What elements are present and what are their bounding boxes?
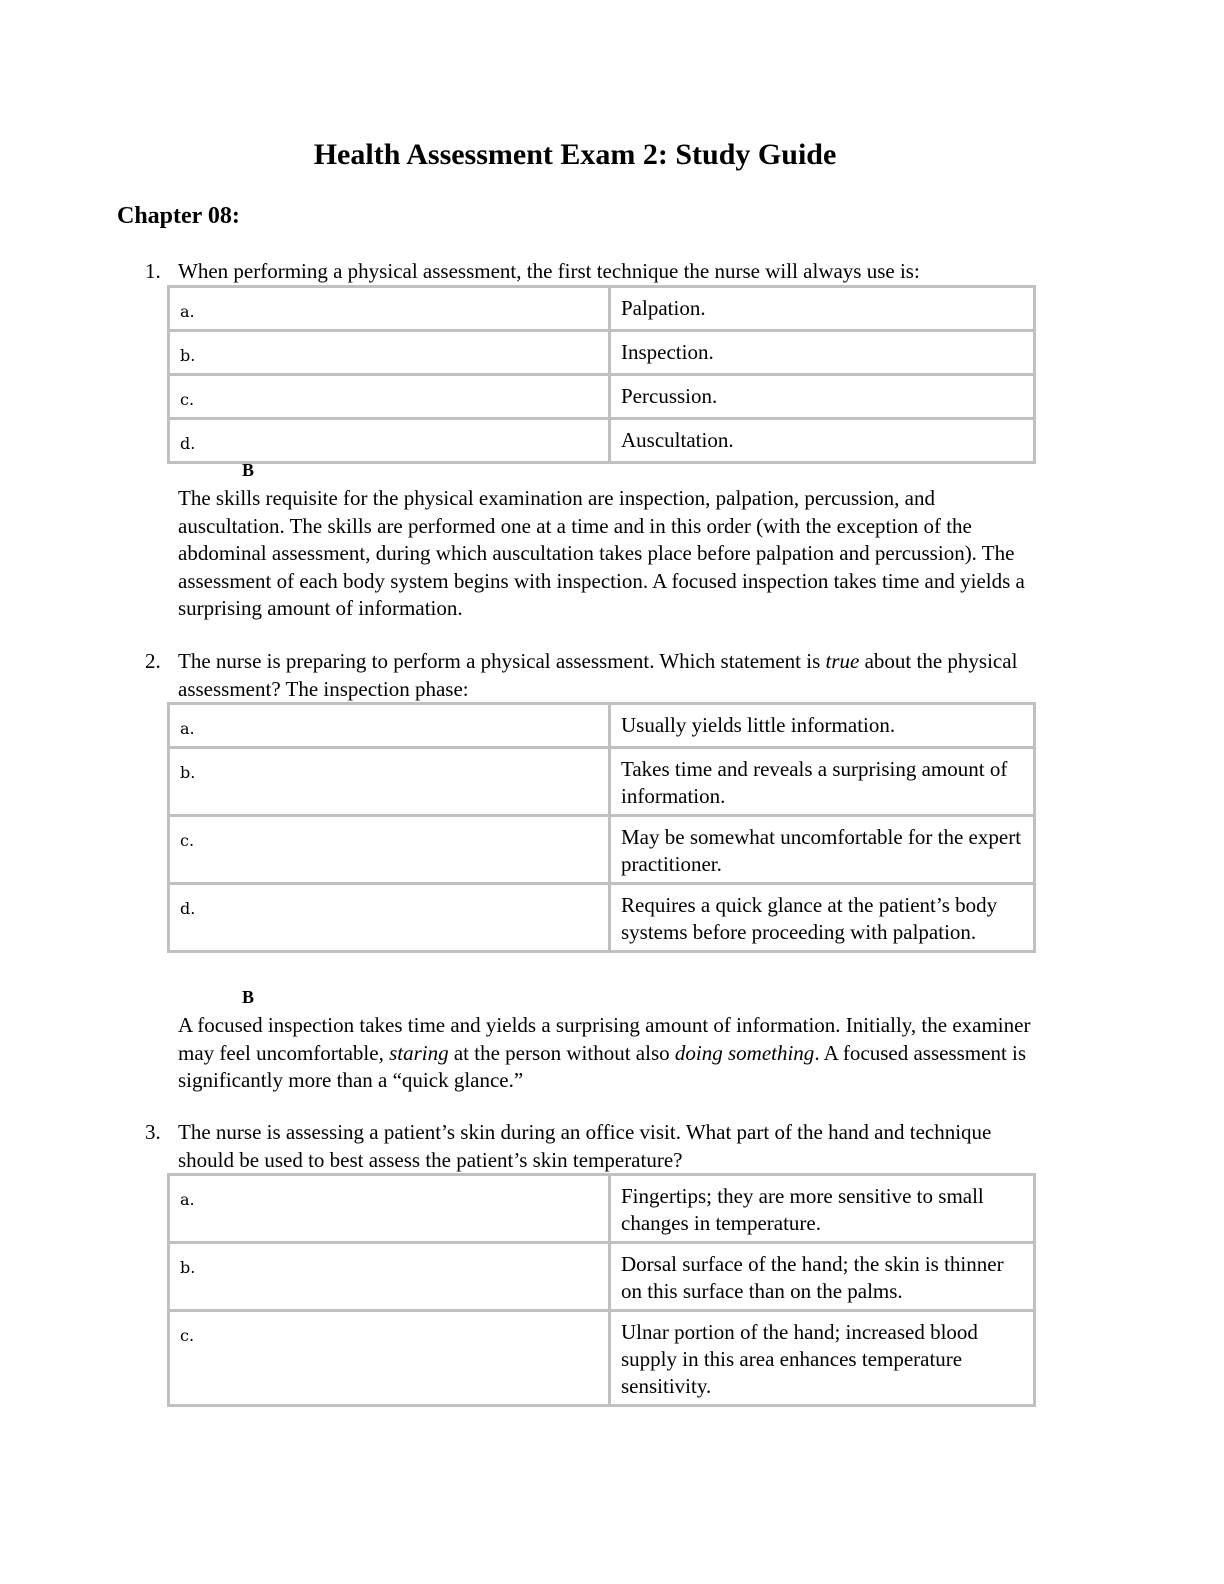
option-letter: b. (169, 1243, 610, 1311)
answer-key: B (242, 987, 255, 1007)
table-row (169, 816, 1035, 884)
question-text (178, 648, 1025, 703)
table-row (169, 419, 1035, 463)
table-row (169, 331, 1035, 375)
table-row (169, 1175, 1035, 1243)
text-segment: about the physical assessment? The inspection phase: (178, 649, 1018, 701)
options-table-1 (167, 285, 1036, 464)
question-2 (145, 648, 1025, 703)
table-row (169, 748, 1035, 816)
option-text: Fingertips; they are more sensitive to small changes in temperature. (610, 1175, 1035, 1243)
option-text: Auscultation. (610, 419, 1035, 463)
text-segment: The nurse is preparing to perform a physical assessment. Which statement is (178, 649, 826, 673)
option-letter: a. (169, 704, 610, 748)
option-letter: c. (169, 375, 610, 419)
option-text: Palpation. (610, 287, 1035, 331)
option-letter: d. (169, 884, 610, 952)
option-letter: d. (169, 419, 610, 463)
option-letter: a. (169, 287, 610, 331)
option-letter: c. (169, 1311, 610, 1406)
option-text: Usually yields little information. (610, 704, 1035, 748)
table-row (169, 1311, 1035, 1406)
option-text: Requires a quick glance at the patient’s body systems before proceeding with palpation. (610, 884, 1035, 952)
question-3 (145, 1119, 1025, 1174)
option-letter: b. (169, 748, 610, 816)
question-text: When performing a physical assessment, the first technique the nurse will always use is: (178, 259, 920, 283)
rationale (178, 1012, 1038, 1095)
option-text: Dorsal surface of the hand; the skin is thinner on this surface than on the palms. (610, 1243, 1035, 1311)
question-1 (145, 258, 1025, 286)
emphasis: true (825, 649, 860, 673)
text-segment: A focused inspection takes time and yields a surprising amount of information. Initially, the examiner may feel uncomfortable, (178, 1013, 1031, 1065)
option-text: Percussion. (610, 375, 1035, 419)
table-row (169, 704, 1035, 748)
emphasis: doing something (674, 1040, 815, 1065)
rationale: The skills requisite for the physical examination are inspection, palpation, percussion, and auscultation. The skills are performed one at a time and in this order (with the exception of the abdominal assessment, during which auscultation takes place before palpation and percussion). The assessment of each body system begins with inspection. A focused inspection takes time and yields a surprising amount of information. (178, 486, 1025, 620)
emphasis: staring (389, 1040, 449, 1065)
question-text: The nurse is assessing a patient’s skin during an office visit. What part of the hand and technique should be used to best assess the patient’s skin temperature? (178, 1120, 992, 1172)
question-number: 3. (145, 1120, 161, 1144)
page-title: Health Assessment Exam 2: Study Guide (313, 138, 837, 171)
option-text: May be somewhat uncomfortable for the expert practitioner. (610, 816, 1035, 884)
table-row (169, 375, 1035, 419)
question-number: 2. (145, 649, 161, 673)
question-number: 1. (145, 259, 161, 283)
table-row (169, 1243, 1035, 1311)
options-table-2 (167, 702, 1036, 953)
chapter-heading: Chapter 08: (117, 203, 240, 229)
options-table-3 (167, 1173, 1036, 1407)
option-letter: c. (169, 816, 610, 884)
option-letter: a. (169, 1175, 610, 1243)
option-text: Takes time and reveals a surprising amount of information. (610, 748, 1035, 816)
table-row (169, 287, 1035, 331)
text-segment: at the person without also (448, 1040, 675, 1065)
option-letter: b. (169, 331, 610, 375)
answer-key: B (242, 460, 255, 480)
option-text: Inspection. (610, 331, 1035, 375)
option-text: Ulnar portion of the hand; increased blood supply in this area enhances temperature sensitivity. (610, 1311, 1035, 1406)
table-row (169, 884, 1035, 952)
text-segment: . A focused assessment is significantly more than a “quick glance.” (178, 1040, 1027, 1092)
